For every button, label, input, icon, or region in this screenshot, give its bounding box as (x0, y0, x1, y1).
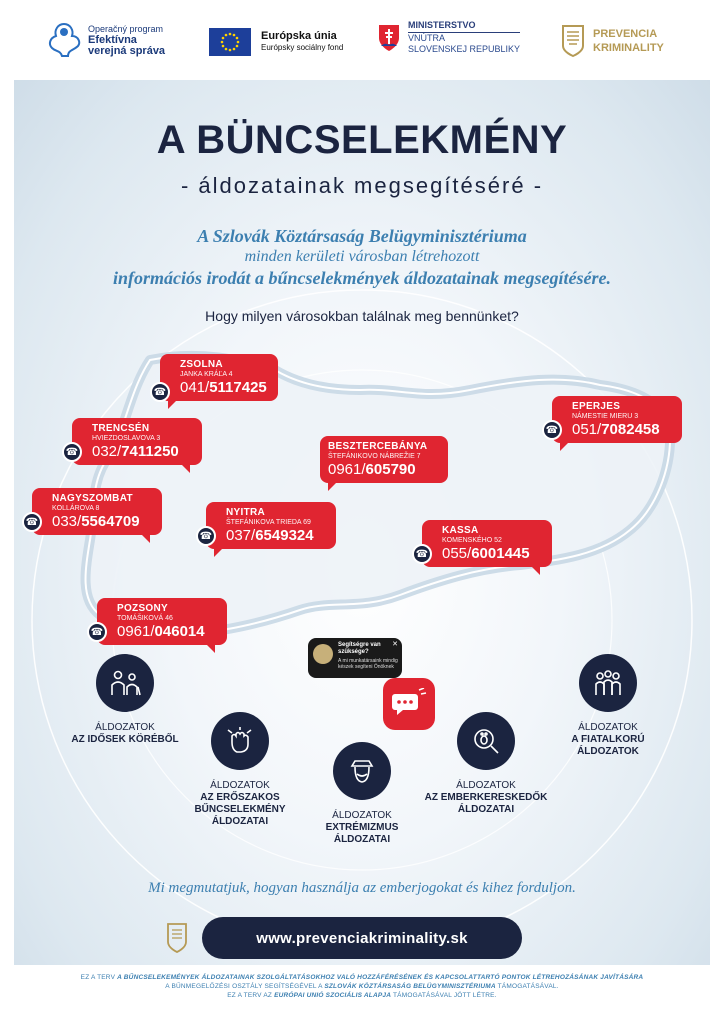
city-nagyszombat[interactable] (25, 488, 162, 535)
extremist-face-icon (333, 742, 391, 800)
eu-flag-icon (209, 28, 251, 56)
city-address: KOMENSKÉHO 52 (442, 537, 502, 544)
group-label-3: ÁLDOZATAI (333, 834, 391, 845)
bubble-tail (182, 465, 190, 473)
prevencia-small-icon (166, 922, 188, 954)
city-phone: 0961/046014 (117, 623, 205, 640)
city-address: TOMÁŠIKOVÁ 46 (117, 615, 173, 622)
phone-icon: ☎ (87, 622, 107, 642)
slovak-coat-of-arms-icon (378, 24, 400, 52)
city-phone: 032/7411250 (92, 443, 179, 460)
question-text: Hogy milyen városokban találnak meg bennünket? (205, 308, 519, 324)
city-phone: 041/5117425 (180, 379, 267, 396)
intro-line1: A Szlovák Köztársaság Belügyminisztériuma (197, 226, 527, 246)
city-name: NAGYSZOMBAT (52, 493, 133, 504)
intro-text (0, 225, 724, 289)
city-name: POZSONY (117, 603, 168, 614)
city-trencsen[interactable] (65, 418, 202, 465)
city-address: NÁMESTIE MIERU 3 (572, 413, 639, 420)
group-label-2: AZ IDŐSEK KÖRÉBŐL (71, 734, 179, 745)
group-extremism (302, 742, 422, 846)
city-besztercebanya[interactable] (320, 436, 448, 483)
op-line2: Efektívna (88, 33, 137, 46)
elderly-icon (96, 654, 154, 712)
group-label-2: AZ EMBERKERESKEDŐK (424, 792, 548, 803)
chat-popup[interactable] (308, 638, 402, 678)
group-label-2: A FIATALKORÚ (571, 734, 645, 745)
phone-icon: ☎ (150, 382, 170, 402)
fine-line2: A BŰNMEGELŐZÉSI OSZTÁLY SEGÍTSÉGÉVEL A SZLOVÁK KÖZTÁRSASÁG BELÜGYMINISZTÉRIUMA TÁMOGATÁSÁVAL. (165, 983, 559, 990)
group-elderly (64, 654, 186, 746)
intro-line2: minden kerületi városban létrehozott (244, 248, 480, 265)
city-name: NYITRA (226, 507, 266, 518)
op-line3: verejná správa (88, 44, 166, 57)
bubble-tail (207, 645, 215, 653)
city-phone: 051/7082458 (572, 421, 660, 438)
website-link[interactable]: www.prevenciakriminality.sk (202, 917, 522, 959)
group-label-1: ÁLDOZATOK (456, 780, 516, 791)
header-logos (0, 0, 724, 80)
city-kassa[interactable] (415, 520, 552, 567)
group-label-1: ÁLDOZATOK (95, 722, 155, 733)
phone-icon: ☎ (542, 420, 562, 440)
city-name: KASSA (442, 525, 479, 536)
group-label-1: ÁLDOZATOK (578, 722, 638, 733)
phone-icon: ☎ (412, 544, 432, 564)
bubble-tail (532, 567, 540, 575)
group-label-1: ÁLDOZATOK (210, 780, 270, 791)
city-name: TRENCSÉN (92, 423, 150, 434)
op-figure-icon (44, 20, 84, 60)
group-violent-crime (180, 712, 300, 828)
city-name: ZSOLNA (180, 359, 223, 370)
chat-subtitle: A mi munkatársaink mindig készek segíteni Önöknek (338, 658, 398, 670)
city-nyitra[interactable] (199, 502, 336, 549)
city-phone: 037/6549324 (226, 527, 314, 544)
group-trafficking (418, 712, 554, 816)
city-address: HVIEZDOSLAVOVA 3 (92, 435, 161, 442)
group-label-3: ÁLDOZATOK (577, 746, 639, 757)
ministry-line1: MINISTERSTVO (408, 20, 520, 33)
eu-line2: Európsky sociálny fond (261, 43, 344, 52)
ministry-logo (378, 20, 520, 55)
group-label-3: BŰNCSELEKMÉNY (194, 804, 286, 815)
bubble-tail (142, 535, 150, 543)
group-juvenile (548, 654, 668, 758)
city-name: BESZTERCEBÁNYA (328, 441, 428, 452)
op-line1: Operačný program (88, 23, 164, 34)
phone-icon: ☎ (62, 442, 82, 462)
prevencia-logo (561, 24, 664, 58)
fine-print (0, 973, 724, 1000)
ministry-line2: VNÚTRA (408, 33, 446, 43)
intro-line3: információs irodát a bűncselekmények áldozatainak megsegítésére. (113, 268, 611, 288)
page-subtitle: - áldozatainak megsegítéséré - (180, 173, 544, 198)
eu-line1: Európska únia (261, 30, 337, 42)
city-address: JANKA KRÁĽA 4 (180, 371, 233, 378)
footprint-magnifier-icon (457, 712, 515, 770)
ministry-line3: SLOVENSKEJ REPUBLIKY (408, 44, 521, 54)
page-title: A BÜNCSELEKMÉNY (156, 118, 568, 162)
fine-line3: EZ A TERV AZ EURÓPAI UNIÓ SZOCIÁLIS ALAPJA TÁMOGATÁSÁVAL JÖTT LÉTRE. (227, 992, 497, 999)
phone-icon: ☎ (22, 512, 42, 532)
fine-line1: EZ A TERV A BŰNCSELEKEMÉNYEK ÁLDOZATAINAK SZOLGÁLTATÁSOKHOZ VALÓ HOZZÁFÉRÉSÉNEK ÉS KAPCSOLATTARTÓ PONTOK LÉTREHOZÁSÁNAK JAVÍTÁSÁRA (80, 974, 644, 981)
footer-tagline: Mi megmutatjuk, hogyan használja az emberjogokat és kihez forduljon. (148, 880, 576, 896)
pk-line1: PREVENCIA (593, 28, 658, 40)
violence-fist-icon (211, 712, 269, 770)
city-eperjes[interactable] (545, 396, 682, 443)
pk-line2: KRIMINALITY (593, 42, 664, 54)
group-label-1: ÁLDOZATOK (332, 810, 392, 821)
city-zsolna[interactable] (153, 354, 278, 401)
city-address: ŠTEFÁNIKOVO NÁBREŽIE 7 (328, 453, 421, 460)
city-phone: 0961/605790 (328, 461, 416, 478)
phone-icon: ☎ (196, 526, 216, 546)
eu-logo (209, 28, 343, 56)
chat-title: Segítségre van szüksége? (338, 642, 381, 655)
bubble-tail (560, 443, 568, 451)
group-label-2: AZ ERŐSZAKOS (200, 792, 280, 803)
group-label-2: EXTRÉMIZMUS (325, 822, 399, 833)
city-pozsony[interactable] (90, 598, 227, 645)
city-address: ŠTEFÁNIKOVA TRIEDA 69 (226, 519, 311, 526)
group-label-3: ÁLDOZATAI (457, 804, 515, 815)
city-phone: 033/5564709 (52, 513, 140, 530)
op-logo (44, 20, 165, 60)
close-icon[interactable]: ✕ (392, 641, 398, 648)
city-address: KOLLÁROVA 8 (52, 505, 100, 512)
city-phone: 055/6001445 (442, 545, 530, 562)
youth-group-icon (579, 654, 637, 712)
city-name: EPERJES (572, 401, 621, 412)
fingerprint-shield-icon (561, 24, 585, 58)
bubble-tail (328, 483, 336, 491)
bubble-tail (168, 401, 176, 409)
agent-avatar (313, 644, 333, 664)
group-label-4: ÁLDOZATAI (211, 816, 269, 827)
bubble-tail (214, 549, 222, 557)
